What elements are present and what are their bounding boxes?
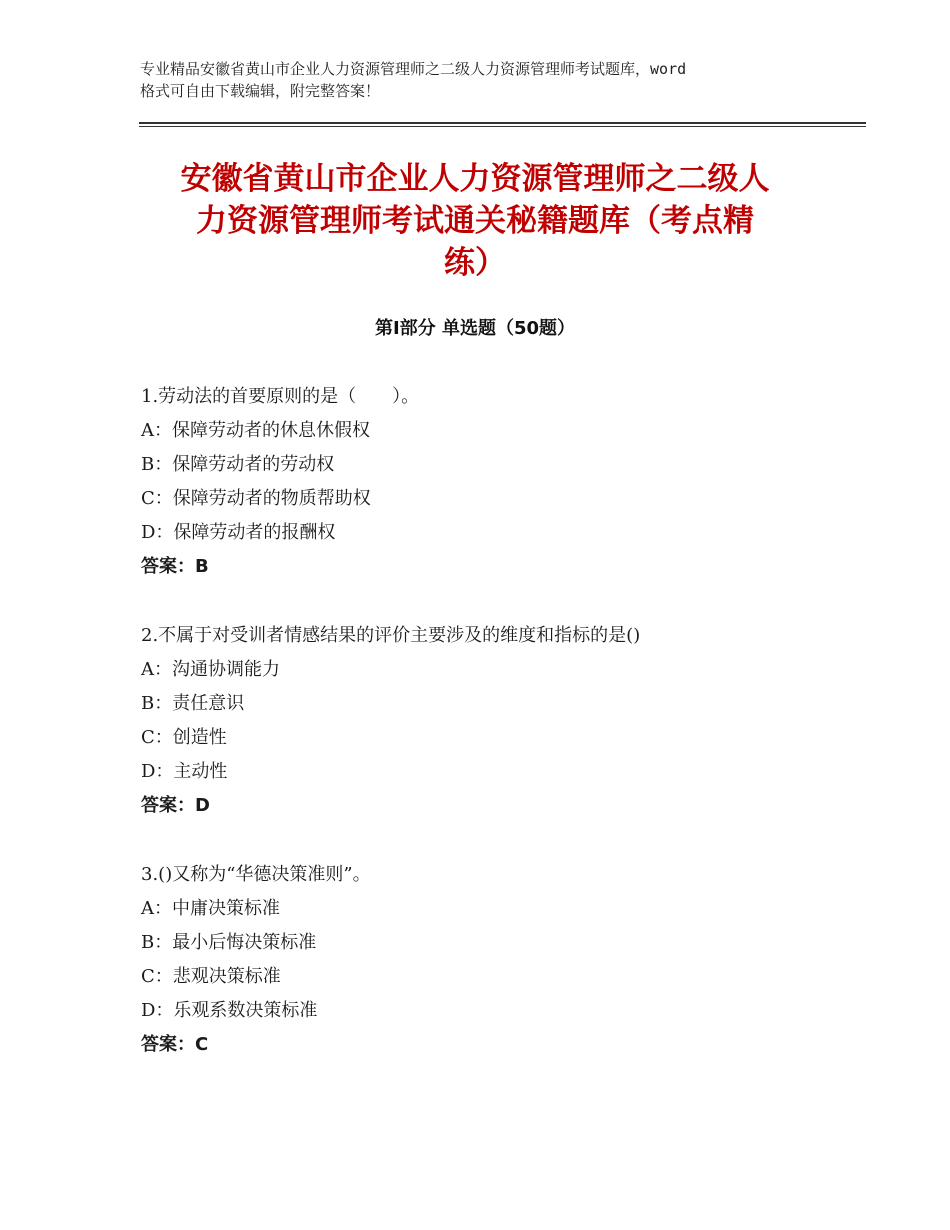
header-divider-thin: [139, 126, 866, 127]
question-2: [141, 621, 861, 825]
answer: 答案：B: [141, 556, 209, 577]
option-a: A：中庸决策标准: [141, 898, 280, 919]
header-note-line-1: 专业精品安徽省黄山市企业人力资源管理师之二级人力资源管理师考试题库，word: [140, 60, 687, 78]
question-1: [141, 382, 861, 586]
option-c: C：创造性: [141, 727, 227, 748]
header-divider-thick: [139, 122, 866, 124]
option-c: C：保障劳动者的物质帮助权: [141, 488, 371, 509]
question-stem: 1.劳动法的首要原则的是（ ）。: [141, 386, 420, 407]
option-a: A：保障劳动者的休息休假权: [141, 420, 370, 441]
document-title: [100, 158, 850, 284]
header-note-line-2: 格式可自由下载编辑，附完整答案！: [140, 82, 381, 100]
option-b: B：最小后悔决策标准: [141, 932, 317, 953]
question-stem: 3.()又称为“华德决策准则”。: [141, 864, 371, 885]
answer: 答案：D: [141, 795, 210, 816]
document-title-line-1: 安徽省黄山市企业人力资源管理师之二级人: [180, 161, 770, 197]
option-c: C：悲观决策标准: [141, 966, 281, 987]
header-note: [140, 58, 840, 102]
answer: 答案：C: [141, 1034, 209, 1055]
option-d: D：乐观系数决策标准: [141, 1000, 318, 1021]
question-stem: 2.不属于对受训者情感结果的评价主要涉及的维度和指标的是(): [141, 625, 641, 646]
option-a: A：沟通协调能力: [141, 659, 280, 680]
document-title-line-3: 练）: [444, 245, 506, 281]
option-b: B：保障劳动者的劳动权: [141, 454, 335, 475]
option-d: D：保障劳动者的报酬权: [141, 522, 336, 543]
section-title: 第Ⅰ部分 单选题（50题）: [374, 318, 575, 339]
option-d: D：主动性: [141, 761, 228, 782]
question-3: [141, 860, 861, 1064]
document-title-line-2: 力资源管理师考试通关秘籍题库（考点精: [196, 203, 754, 239]
option-b: B：责任意识: [141, 693, 245, 714]
